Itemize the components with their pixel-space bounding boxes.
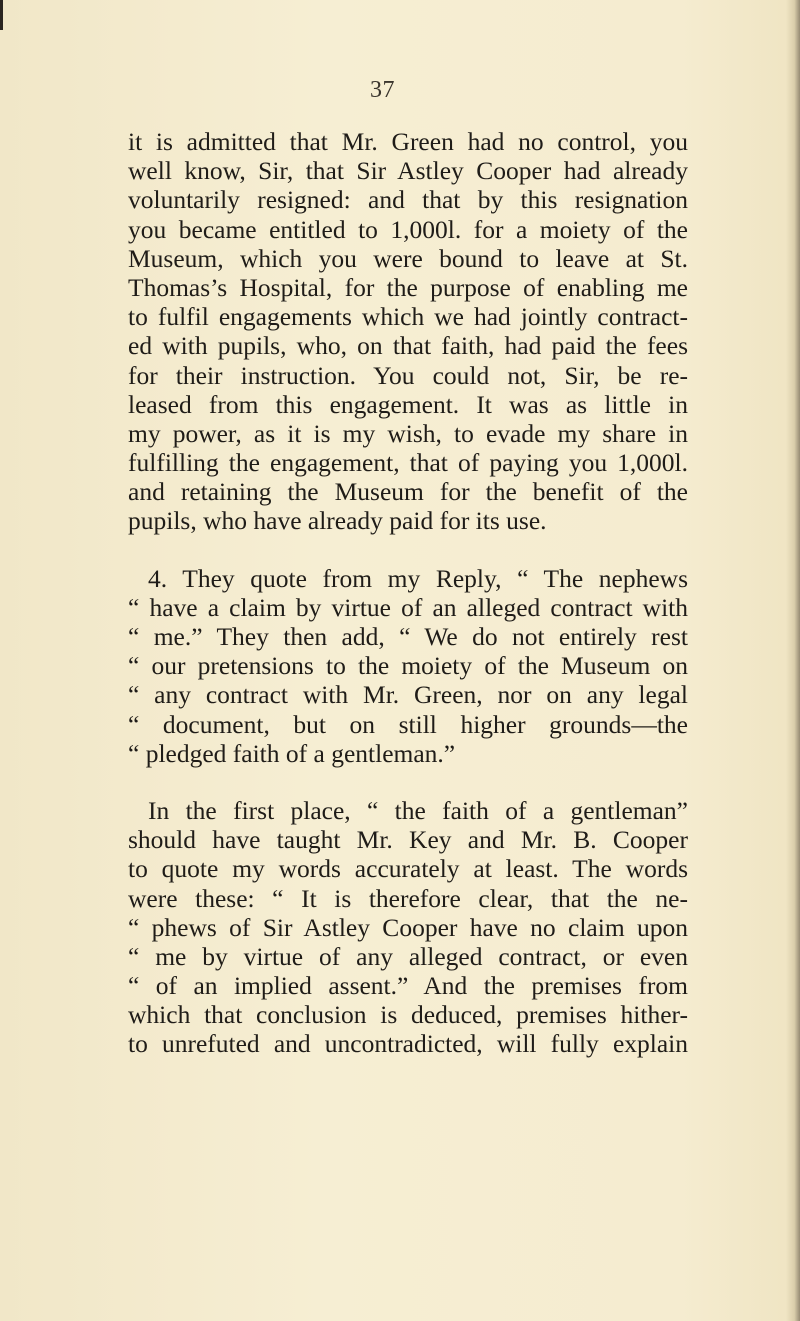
text-line: Thomas’s Hospital, for the purpose of enabling me: [128, 272, 688, 302]
paragraph-3: [128, 796, 688, 1059]
paragraph-spacer: [128, 768, 688, 796]
text-line: voluntarily resigned: and that by this resignation: [128, 185, 688, 215]
text-line: to fulfil engagements which we had jointly contract-: [128, 302, 688, 332]
text-line: 4. They quote from my Reply, “ The nephews: [148, 563, 688, 593]
text-line: “ any contract with Mr. Green, nor on any legal: [128, 680, 688, 710]
text-line: leased from this engagement. It was as little in: [128, 389, 688, 419]
text-line: it is admitted that Mr. Green had no control, you: [128, 127, 688, 156]
body-text: [128, 127, 688, 1059]
text-line: to unrefuted and uncontradicted, will fully explain: [128, 1029, 688, 1059]
paragraph-spacer: [128, 536, 688, 564]
text-line: “ pledged faith of a gentleman.”: [128, 738, 456, 768]
text-line: my power, as it is my wish, to evade my share in: [128, 418, 688, 448]
text-line: Museum, which you were bound to leave at St.: [128, 243, 688, 273]
text-line: to quote my words accurately at least. The words: [128, 854, 688, 884]
page-number: 37: [370, 77, 395, 103]
text-line: “ of an implied assent.” And the premises from: [128, 971, 688, 1001]
text-line: “ me.” They then add, “ We do not entirely rest: [128, 622, 688, 651]
text-line: should have taught Mr. Key and Mr. B. Cooper: [128, 825, 688, 855]
text-line: well know, Sir, that Sir Astley Cooper had already: [128, 156, 688, 186]
text-line: pupils, who have already paid for its use.: [128, 506, 547, 536]
text-line: which that conclusion is deduced, premises hither-: [128, 1000, 688, 1030]
text-line: ed with pupils, who, on that faith, had paid the fees: [128, 331, 688, 361]
paragraph-1: [128, 127, 688, 536]
text-line: “ document, but on still higher grounds—the: [128, 709, 688, 739]
binding-mark: [0, 0, 3, 30]
text-line: fulfilling the engagement, that of paying you 1,000l.: [128, 448, 688, 478]
paragraph-2: [128, 564, 688, 768]
text-line: “ our pretensions to the moiety of the Museum on: [128, 651, 688, 681]
text-line: for their instruction. You could not, Sir, be re-: [128, 360, 688, 390]
text-line: In the first place, “ the faith of a gentleman”: [148, 795, 688, 825]
text-line: and retaining the Museum for the benefit of the: [128, 477, 688, 507]
text-line: were these: “ It is therefore clear, that the ne-: [128, 883, 688, 913]
text-line: you became entitled to 1,000l. for a moiety of the: [128, 214, 688, 244]
text-line: “ phews of Sir Astley Cooper have no claim upon: [128, 912, 688, 942]
text-line: “ me by virtue of any alleged contract, or even: [128, 941, 688, 971]
page-edge-shadow: [786, 0, 800, 1321]
text-line: “ have a claim by virtue of an alleged contract with: [128, 592, 688, 622]
